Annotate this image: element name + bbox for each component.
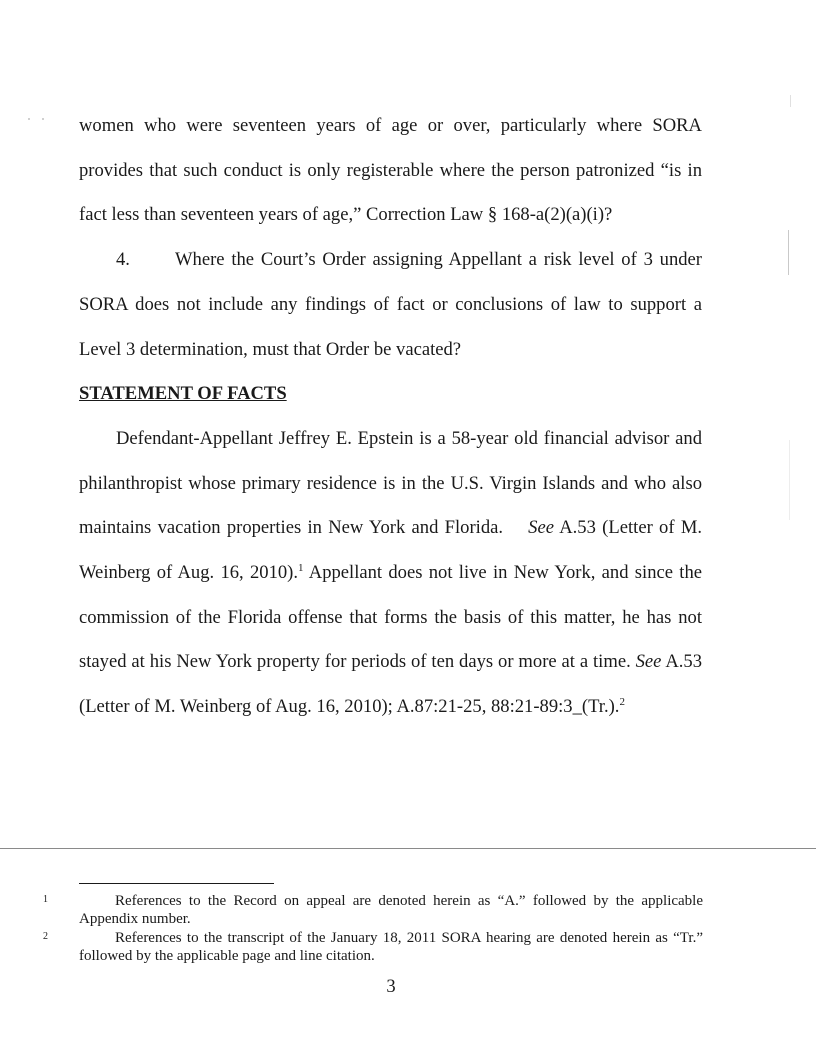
- page-number: 3: [386, 976, 396, 997]
- body-text: [79, 104, 702, 730]
- paragraph-continuation-text: women who were seventeen years of age or over, particularly where SORA provides that such conduct is only registerable where the person patronized “is in fact less than seventeen years of age,” Correction Law § 168-a(2)(a)(i)?: [79, 115, 702, 226]
- facts-citation-a: A.53 (Letter of M. Weinberg of Aug. 16, 2010).: [79, 517, 702, 584]
- footnote-2-mark: 2: [43, 931, 48, 942]
- footnote-2-text: References to the transcript of the January 18, 2011 SORA hearing are denoted herein as “Tr.” followed by the applicable page and line citation.: [79, 930, 703, 964]
- footnote-separator: [79, 883, 274, 884]
- signal-see-2: See: [635, 651, 662, 673]
- paragraph-facts: [79, 417, 702, 730]
- facts-text-a: Defendant-Appellant Jeffrey E. Epstein is a 58-year old financial advisor and philanthropist whose primary residence is in the U.S. Virgin Islands and who also maintains vacation properties in New York and Florida.: [79, 427, 702, 539]
- footnote-ref-2: 2: [619, 695, 625, 708]
- footnote-ref-1: 1: [298, 561, 304, 574]
- footnotes: [43, 893, 703, 967]
- facts-citation-b: A.53 (Letter of M. Weinberg of Aug. 16, 2010); A.87:21-25, 88:21-89:3_(Tr.).: [79, 651, 702, 718]
- scan-artifact: [790, 95, 791, 107]
- footnote-1: [43, 893, 703, 928]
- section-heading: STATEMENT OF FACTS: [79, 383, 287, 405]
- facts-text-b: Appellant does not live in New York, and since the commission of the Florida offense that forms the basis of this matter, he has not stayed at his New York property for periods of ten days or more at a time.: [79, 562, 703, 673]
- scan-artifact: [28, 118, 30, 120]
- scan-artifact: [42, 118, 44, 120]
- scan-artifact: [788, 230, 789, 275]
- paragraph-number: 4.: [116, 249, 130, 271]
- paragraph-continuation: [79, 104, 702, 238]
- paragraph-4: [79, 238, 702, 372]
- scan-artifact: [789, 440, 790, 520]
- footnote-1-mark: 1: [43, 894, 48, 905]
- paragraph-4-text: Where the Court’s Order assigning Appellant a risk level of 3 under SORA does not include any findings of fact or conclusions of law to support a Level 3 determination, must that Order be vacated?: [79, 249, 702, 360]
- footnote-1-text: References to the Record on appeal are denoted herein as “A.” followed by the applicable Appendix number.: [79, 893, 703, 927]
- footnote-2: [43, 930, 703, 965]
- scan-line: [0, 848, 816, 849]
- signal-see: See: [528, 517, 554, 539]
